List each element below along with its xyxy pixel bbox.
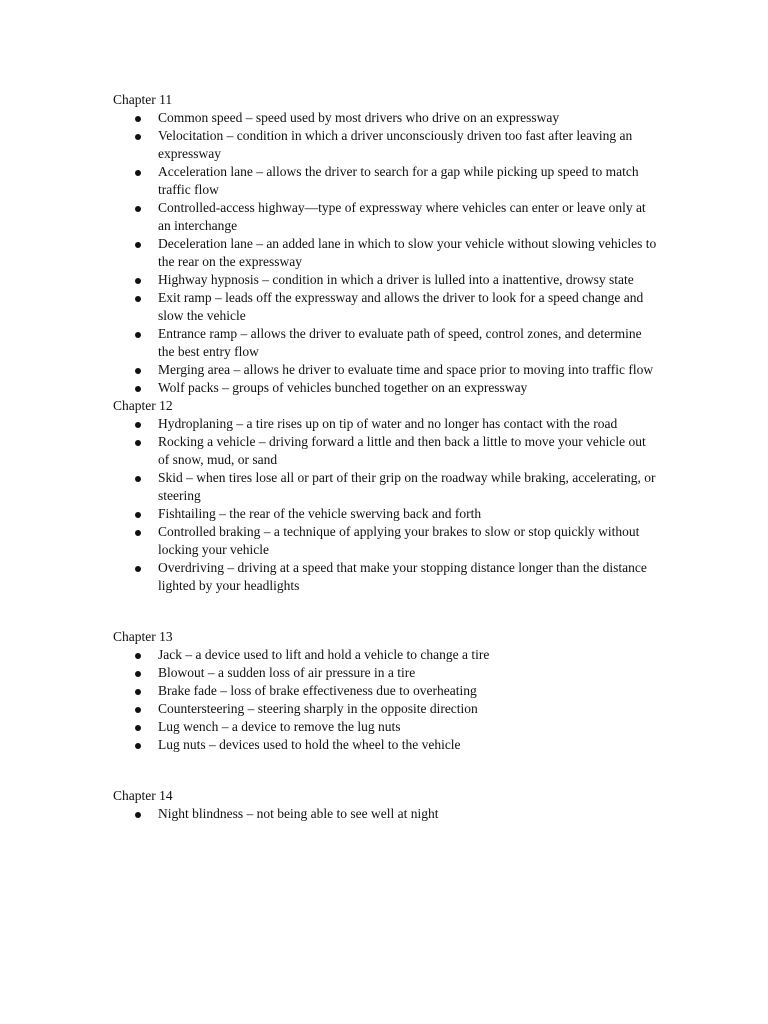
bullet-icon (135, 530, 141, 536)
term-definition: Merging area – allows he driver to evaluate time and space prior to moving into traffic flow (158, 362, 654, 377)
bullet-icon (135, 134, 141, 140)
term-definition: Exit ramp – leads off the expressway and allows the driver to look for a speed change and slow the vehicle (158, 290, 644, 323)
list-item (113, 805, 658, 823)
term-list (113, 415, 658, 595)
section-spacer (113, 754, 658, 787)
bullet-icon (135, 278, 141, 284)
bullet-icon (135, 689, 141, 695)
term-definition: Deceleration lane – an added lane in which to slow your vehicle without slowing vehicles to the rear on the expressway (158, 236, 657, 269)
list-item (113, 199, 658, 235)
term-definition: Wolf packs – groups of vehicles bunched together on an expressway (158, 380, 528, 395)
bullet-icon (135, 296, 141, 302)
chapter-heading: Chapter 11 (113, 92, 173, 107)
term-list (113, 646, 658, 754)
term-definition: Countersteering – steering sharply in the opposite direction (158, 701, 478, 716)
list-item (113, 325, 658, 361)
list-item (113, 469, 658, 505)
bullet-icon (135, 725, 141, 731)
term-definition: Lug wench – a device to remove the lug nuts (158, 719, 401, 734)
term-definition: Night blindness – not being able to see well at night (158, 806, 439, 821)
bullet-icon (135, 206, 141, 212)
term-definition: Common speed – speed used by most drivers who drive on an expressway (158, 110, 560, 125)
list-item (113, 109, 658, 127)
list-item (113, 163, 658, 199)
list-item (113, 235, 658, 271)
bullet-icon (135, 812, 141, 818)
chapter-heading: Chapter 13 (113, 629, 173, 644)
bullet-icon (135, 743, 141, 749)
bullet-icon (135, 242, 141, 248)
term-definition: Acceleration lane – allows the driver to search for a gap while picking up speed to match traffic flow (158, 164, 639, 197)
bullet-icon (135, 332, 141, 338)
list-item (113, 127, 658, 163)
list-item (113, 700, 658, 718)
list-item (113, 682, 658, 700)
bullet-icon (135, 707, 141, 713)
term-definition: Lug nuts – devices used to hold the wheel to the vehicle (158, 737, 461, 752)
list-item (113, 433, 658, 469)
list-item (113, 289, 658, 325)
list-item (113, 664, 658, 682)
bullet-icon (135, 566, 141, 572)
list-item (113, 646, 658, 664)
list-item (113, 718, 658, 736)
list-item (113, 415, 658, 433)
term-definition: Brake fade – loss of brake effectiveness due to overheating (158, 683, 477, 698)
list-item (113, 736, 658, 754)
term-definition: Blowout – a sudden loss of air pressure in a tire (158, 665, 416, 680)
term-definition: Overdriving – driving at a speed that make your stopping distance longer than the distance lighted by your headlights (158, 560, 647, 593)
term-definition: Hydroplaning – a tire rises up on tip of water and no longer has contact with the road (158, 416, 618, 431)
term-definition: Fishtailing – the rear of the vehicle swerving back and forth (158, 506, 482, 521)
list-item (113, 271, 658, 289)
bullet-icon (135, 653, 141, 659)
bullet-icon (135, 476, 141, 482)
list-item (113, 505, 658, 523)
bullet-icon (135, 386, 141, 392)
term-definition: Jack – a device used to lift and hold a vehicle to change a tire (158, 647, 490, 662)
bullet-icon (135, 422, 141, 428)
chapter-heading: Chapter 12 (113, 398, 173, 413)
term-definition: Controlled-access highway—type of expressway where vehicles can enter or leave only at an interchange (158, 200, 646, 233)
term-definition: Velocitation – condition in which a driver unconsciously driven too fast after leaving an expressway (158, 128, 633, 161)
term-definition: Entrance ramp – allows the driver to evaluate path of speed, control zones, and determine the best entry flow (158, 326, 642, 359)
term-definition: Rocking a vehicle – driving forward a little and then back a little to move your vehicle out of snow, mud, or sand (158, 434, 646, 467)
term-list (113, 805, 658, 823)
bullet-icon (135, 512, 141, 518)
list-item (113, 559, 658, 595)
term-list (113, 109, 658, 397)
term-definition: Controlled braking – a technique of applying your brakes to slow or stop quickly without locking your vehicle (158, 524, 640, 557)
list-item (113, 379, 658, 397)
chapter-heading: Chapter 14 (113, 788, 173, 803)
bullet-icon (135, 671, 141, 677)
bullet-icon (135, 368, 141, 374)
term-definition: Highway hypnosis – condition in which a driver is lulled into a inattentive, drowsy state (158, 272, 634, 287)
section-spacer (113, 595, 658, 628)
bullet-icon (135, 440, 141, 446)
document-content (113, 91, 658, 823)
bullet-icon (135, 116, 141, 122)
list-item (113, 523, 658, 559)
bullet-icon (135, 170, 141, 176)
term-definition: Skid – when tires lose all or part of their grip on the roadway while braking, accelerating, or steering (158, 470, 656, 503)
list-item (113, 361, 658, 379)
